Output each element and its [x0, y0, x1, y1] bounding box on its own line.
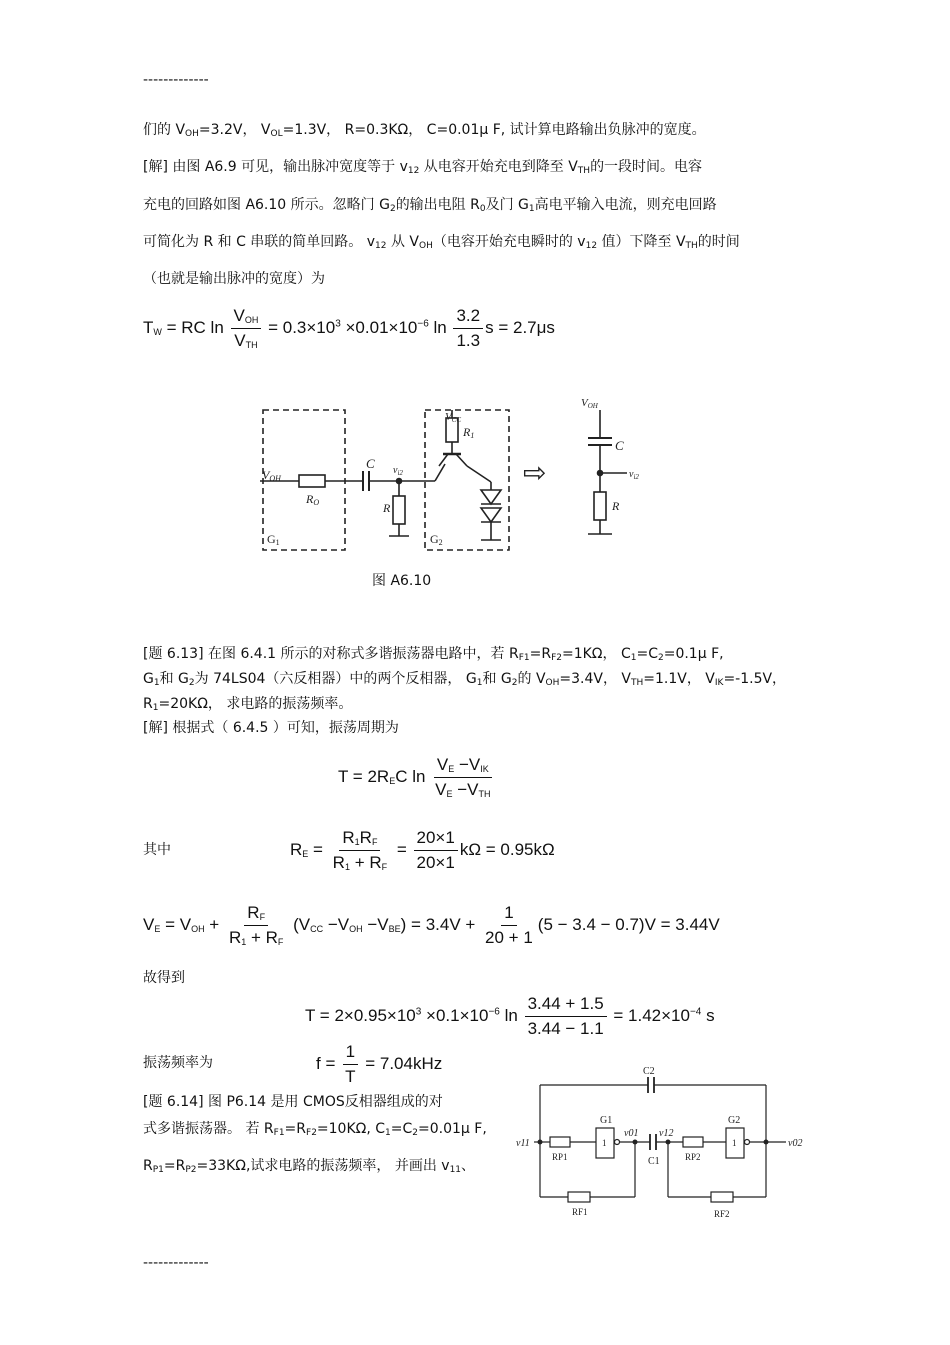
text: 的 V	[517, 671, 546, 687]
subscript: 2	[188, 678, 195, 688]
diode-2	[481, 508, 501, 522]
text: 式多谐振荡器。 若 R	[143, 1121, 274, 1137]
subscript: CC	[310, 923, 324, 934]
eq-term: = 1.42×10	[608, 1005, 690, 1025]
subscript: P2	[185, 1165, 197, 1175]
label-v02: v02	[788, 1138, 803, 1149]
superscript: 3	[415, 1006, 422, 1018]
subscript: OH	[545, 678, 560, 688]
denominator: T	[345, 1067, 356, 1086]
eq-term: R	[359, 828, 372, 847]
text: 的时间	[697, 234, 740, 250]
label-v01: v01	[624, 1128, 639, 1139]
eq-term: V	[436, 755, 449, 774]
denominator	[330, 851, 390, 873]
subscript: 12	[407, 166, 420, 176]
p3-line1: 故得到	[143, 970, 185, 986]
eq-term: −V	[454, 755, 481, 774]
numerator	[231, 306, 262, 329]
p4-line1: [题 6.14] 图 P6.14 是用 CMOS反相器组成的对	[143, 1094, 443, 1110]
eq-term: s	[701, 1005, 715, 1025]
subscript: E	[448, 764, 455, 774]
denominator	[432, 778, 493, 800]
bottom-rule: -------------	[143, 1255, 209, 1271]
text: G	[143, 671, 154, 687]
label-voh: VOH	[262, 468, 281, 483]
label-g1: G1	[600, 1115, 613, 1126]
eq-term: V	[143, 914, 155, 934]
denominator: 1.3	[456, 331, 481, 350]
subscript: E	[154, 923, 161, 934]
subscript: P1	[152, 1165, 164, 1175]
resistor-rf1	[568, 1192, 590, 1202]
label-frequency: 振荡频率为	[143, 1055, 213, 1071]
numerator	[434, 755, 492, 778]
subscript: W	[153, 326, 162, 337]
arrow-icon: ⇨	[523, 458, 547, 489]
p1-line5: （也就是输出脉冲的宽度）为	[143, 271, 325, 287]
equation-frequency	[316, 1042, 442, 1087]
eq-term: −V	[323, 914, 350, 934]
subscript: F2	[306, 1128, 317, 1138]
subscript: TH	[631, 678, 644, 688]
eq-term: R	[342, 828, 355, 847]
text: =3.2V， V	[198, 122, 271, 138]
subscript: F1	[273, 1128, 285, 1138]
subscript: 2	[412, 1128, 419, 1138]
subscript: OH	[418, 241, 433, 251]
text: 值）下降至 V	[597, 234, 686, 250]
subscript: TH	[577, 166, 591, 176]
text: =1KΩ， C	[561, 646, 631, 662]
figure-a6-10-circuit	[255, 392, 645, 562]
label-rf1: RF1	[572, 1207, 588, 1217]
subscript: E	[389, 775, 396, 786]
eq-term: R	[290, 839, 303, 859]
p4-line3	[143, 1157, 475, 1179]
denominator	[226, 926, 286, 948]
subscript: 11	[449, 1165, 462, 1175]
label-g1: G1	[267, 532, 280, 547]
fraction	[342, 1042, 358, 1087]
subscript: IK	[480, 764, 489, 774]
denominator: 20 + 1	[485, 928, 533, 947]
diode-1	[481, 490, 501, 504]
subscript: OH	[244, 315, 259, 325]
subscript: TH	[685, 241, 698, 251]
text: =10KΩ, C	[316, 1121, 386, 1137]
subscript: 1	[152, 703, 159, 713]
text: =R	[529, 646, 552, 662]
resistor-rf2	[711, 1192, 733, 1202]
text: =R	[163, 1158, 186, 1174]
eq-term: C ln	[395, 766, 426, 786]
label-vi2-simplified: $v_{i2}$	[629, 469, 639, 481]
subscript: F	[381, 862, 388, 872]
eq-term: (V	[293, 914, 311, 934]
eq-term: V	[233, 306, 245, 325]
eq-term: ) = 3.4V +	[400, 914, 481, 934]
fraction	[482, 903, 536, 948]
label-qizhong: 其中	[143, 842, 171, 858]
subscript: OH	[191, 923, 205, 934]
equation-ve	[143, 903, 720, 948]
eq-term: = V	[160, 914, 192, 934]
subscript: 12	[585, 241, 598, 251]
subscript: 1	[630, 653, 637, 663]
fraction	[432, 755, 493, 800]
label-g2: G2	[430, 532, 443, 547]
equation-tw	[143, 306, 555, 351]
text: 及门 G	[485, 197, 529, 213]
denominator: 20×1	[416, 853, 455, 872]
fraction	[226, 903, 286, 948]
resistor-rp2	[683, 1137, 703, 1147]
figure-p6-14-circuit	[516, 1062, 811, 1222]
subscript: 1	[385, 1128, 391, 1138]
eq-term: ln	[499, 1005, 518, 1025]
eq-term: T = 2×0.95×10	[305, 1005, 416, 1025]
inverter-g2-bubble	[745, 1140, 750, 1145]
label-c1: C1	[648, 1156, 660, 1167]
subscript: 2	[389, 204, 396, 214]
numerator: 3.2	[453, 306, 483, 329]
eq-term: R	[332, 853, 345, 872]
fraction	[414, 828, 458, 873]
eq-term: +	[204, 914, 224, 934]
label-c: C	[366, 456, 375, 471]
text: 可简化为 R 和 C 串联的简单回路。 v	[143, 234, 376, 250]
subscript: E	[302, 848, 309, 859]
eq-term: −V	[362, 914, 389, 934]
subscript: TH	[478, 789, 491, 799]
subscript: 2	[657, 653, 664, 663]
label-rf2: RF2	[714, 1209, 730, 1219]
subscript: OH	[349, 923, 363, 934]
denominator	[231, 329, 260, 351]
subscript: 12	[375, 241, 387, 251]
text: =1.1V， V	[643, 671, 715, 687]
text: 和 G	[482, 671, 512, 687]
fraction	[525, 994, 607, 1039]
subscript: 1	[344, 862, 350, 872]
label-g2-symbol: 1	[732, 1138, 737, 1148]
resistor-rp1	[550, 1137, 570, 1147]
superscript: −6	[417, 318, 429, 330]
subscript: E	[446, 789, 453, 799]
equation-t-value	[305, 994, 715, 1039]
p2-line4: [解] 根据式（ 6.4.5 ）可知，振荡周期为	[143, 720, 399, 736]
label-c-simplified: C	[615, 438, 624, 453]
numerator	[339, 828, 380, 851]
superscript: 3	[335, 318, 341, 330]
text: [题 6.13] 在图 6.4.1 所示的对称式多谐振荡器电路中，若 R	[143, 646, 519, 662]
figure-caption-a6-10: 图 A6.10	[372, 573, 432, 589]
eq-term: V	[435, 780, 447, 799]
text: 高电平输入电流，则充电回路	[534, 197, 717, 213]
label-g2: G2	[728, 1115, 741, 1126]
subscript: 1	[241, 937, 247, 947]
eq-term: f =	[316, 1053, 341, 1073]
label-ro: RO	[306, 492, 320, 507]
text: =C	[390, 1121, 413, 1137]
subscript: TH	[245, 340, 258, 350]
eq-term: = 7.04kHz	[360, 1053, 443, 1073]
eq-term: (5 − 3.4 − 0.7)V = 3.44V	[537, 914, 720, 934]
subscript: 1	[153, 678, 160, 688]
resistor-r	[393, 496, 405, 524]
p1-line2	[143, 158, 702, 180]
text: 从电容开始充电到降至 V	[419, 159, 578, 175]
subscript: OH	[185, 129, 199, 139]
label-vcc: VCC	[445, 411, 462, 424]
subscript: 0	[479, 204, 486, 214]
subscript: F	[277, 937, 284, 947]
text: =3.4V， V	[559, 671, 631, 687]
fraction	[453, 306, 483, 351]
eq-term: kΩ = 0.95kΩ	[459, 839, 555, 859]
text: =20KΩ， 求电路的振荡频率。	[158, 696, 353, 712]
text: 、	[461, 1158, 476, 1174]
superscript: −6	[488, 1006, 500, 1018]
subscript: 1	[528, 204, 535, 214]
numerator	[244, 903, 268, 926]
text: 为 74LS04（六反相器）中的两个反相器， G	[194, 671, 477, 687]
numerator: 20×1	[414, 828, 458, 851]
text: 和 G	[159, 671, 189, 687]
eq-term: R	[228, 928, 242, 947]
eq-term: −V	[452, 780, 479, 799]
text: 的输出电阻 R	[395, 197, 480, 213]
text: （电容开始充电瞬时的 v	[432, 234, 586, 250]
text: 充电的回路如图 A6.10 所示。忽略门 G	[143, 197, 390, 213]
label-vi2: $v_{i2}$	[393, 465, 403, 477]
eq-term: ×0.01×10	[340, 317, 418, 337]
label-rp2: RP2	[685, 1152, 701, 1162]
p2-line3	[143, 695, 352, 717]
eq-term: ×0.1×10	[421, 1005, 489, 1025]
fraction	[330, 828, 390, 873]
superscript: −4	[689, 1006, 702, 1018]
p1-line4	[143, 233, 740, 255]
subscript: IK	[714, 678, 724, 688]
eq-term: s = 2.7μs	[485, 317, 555, 337]
p1-line3	[143, 196, 717, 218]
equation-re: $R_E$ = $\frac{R_1R_F}{R_1 + R_F}$ = $\frac{20\times 1}{20\times 1}$ kΩ = 0.95kΩ	[290, 828, 555, 872]
numerator: 3.44 + 1.5	[525, 994, 607, 1017]
label-voh-simplified: VOH	[581, 397, 598, 410]
subscript: BE	[388, 923, 401, 934]
text: 从 V	[386, 234, 419, 250]
subscript: F1	[518, 653, 530, 663]
text: =0.01μ F,	[418, 1121, 487, 1137]
subscript: 1	[354, 837, 360, 847]
eq-term: R	[247, 903, 260, 922]
label-r1: R1	[463, 425, 475, 440]
label-rp1: RP1	[552, 1152, 568, 1162]
label-v12: v12	[659, 1128, 674, 1139]
p4-line2	[143, 1120, 487, 1142]
text: R	[143, 1158, 153, 1174]
p2-line2	[143, 670, 786, 692]
resistor-r-simplified	[594, 492, 606, 520]
text: =1.3V， R=0.3KΩ， C=0.01μ F, 试计算电路输出负脉冲的宽度。	[282, 122, 706, 138]
subscript: F	[371, 837, 378, 847]
text: =R	[284, 1121, 307, 1137]
text: =C	[636, 646, 658, 662]
subscript: 1	[476, 678, 483, 688]
label-r-simplified: R	[612, 499, 620, 513]
eq-term: = 0.3×10	[268, 317, 336, 337]
equation-period	[338, 755, 496, 800]
text: [解] 由图 A6.9 可见，输出脉冲宽度等于 v	[143, 159, 408, 175]
eq-term: + R	[246, 928, 278, 947]
subscript: F2	[551, 653, 562, 663]
text: 们的 V	[143, 122, 186, 138]
text: =33KΩ,试求电路的振荡频率， 并画出 v	[196, 1158, 450, 1174]
eq-term: ln	[428, 317, 447, 337]
text: =-1.5V，	[723, 671, 787, 687]
resistor-ro	[299, 475, 325, 487]
p2-line1	[143, 645, 724, 667]
p1-line1	[143, 121, 706, 143]
eq-term: T = 2R	[338, 766, 390, 786]
text: 的一段时间。电容	[590, 159, 703, 175]
subscript: OL	[270, 129, 283, 139]
text: R	[143, 696, 153, 712]
top-rule: -------------	[143, 72, 209, 88]
text: =0.1μ F,	[663, 646, 724, 662]
denominator: 3.44 − 1.1	[527, 1019, 604, 1038]
numerator: 1	[501, 903, 516, 926]
eq-term: + R	[349, 853, 382, 872]
label-v11: v11	[516, 1138, 530, 1149]
eq-term: = RC ln	[161, 317, 224, 337]
eq-term: V	[234, 331, 246, 350]
label-r: R	[383, 501, 391, 515]
numerator: 1	[343, 1042, 358, 1065]
subscript: 2	[511, 678, 518, 688]
label-c2: C2	[643, 1066, 655, 1077]
subscript: F	[259, 912, 266, 922]
label-g1-symbol: 1	[602, 1138, 607, 1148]
inverter-g1-bubble	[615, 1140, 620, 1145]
fraction	[231, 306, 262, 351]
eq-term: T	[143, 317, 154, 337]
